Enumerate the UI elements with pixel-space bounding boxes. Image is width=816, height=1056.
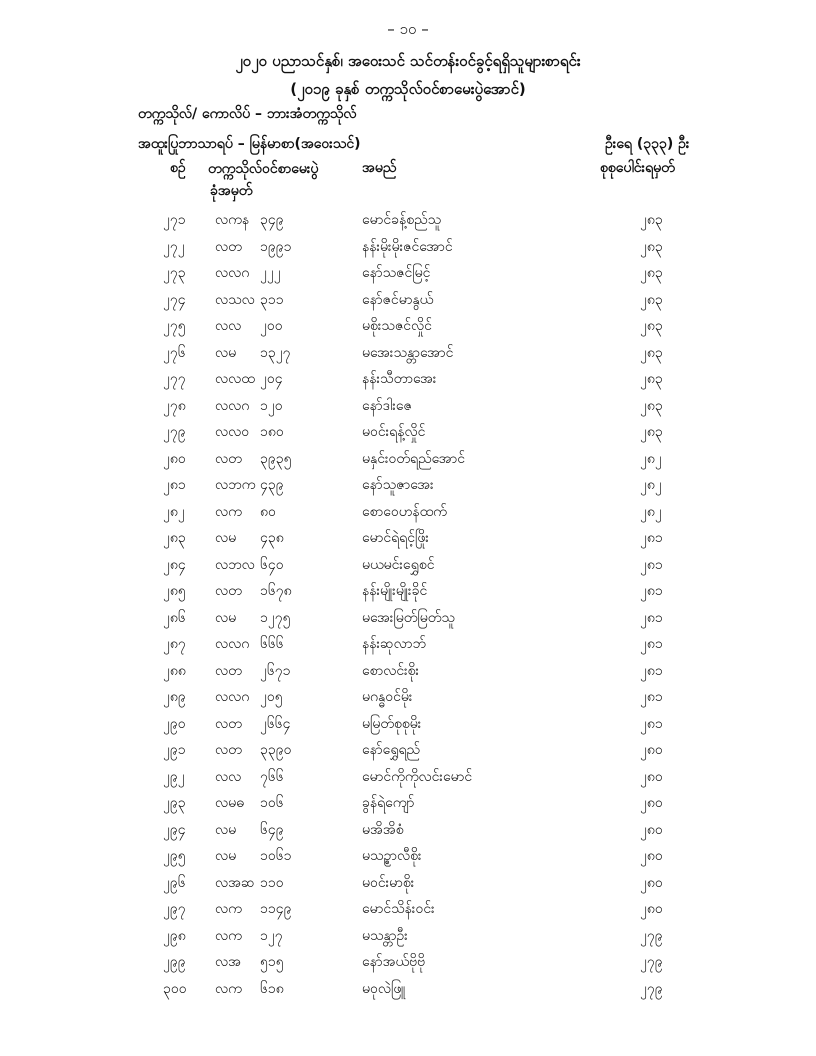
roll-number-cell: ၆၆၆ — [260, 636, 284, 652]
roll-number-cell: ၂၀၅ — [260, 689, 283, 705]
roll-prefix-cell: လအ — [215, 954, 241, 970]
serial-cell: ၂၉၇ — [163, 901, 186, 917]
serial-cell: ၂၉၅ — [163, 848, 186, 864]
roll-prefix-cell: လလ — [215, 318, 242, 334]
roll-prefix-cell: လမ — [215, 530, 237, 546]
document-title: ၂၀၂၀ ပညာသင်နှစ်၊ အဝေးသင် သင်တန်းဝင်ခွင့်ရရှိသူများစာရင်း — [235, 52, 581, 70]
marks-cell: ၂၈၃ — [640, 371, 663, 387]
header-serial: စဉ် — [170, 160, 186, 176]
marks-cell: ၂၈၃ — [640, 291, 663, 308]
roll-number-cell: ၇၆၆ — [260, 768, 284, 785]
table-row — [0, 870, 816, 897]
name-cell: မအေးသန္တာအောင် — [362, 344, 454, 361]
table-row — [0, 790, 816, 817]
roll-number-cell: ၁၂၇ — [260, 927, 283, 944]
name-cell: မဂန္ဓဝင်မိုး — [362, 689, 413, 705]
roll-number-cell: ၈၀ — [260, 503, 276, 520]
roll-number-cell: ၃၁၁ — [260, 291, 284, 308]
roll-prefix-cell: လလဂ — [215, 397, 250, 414]
serial-cell: ၃၀၀ — [163, 980, 187, 997]
roll-number-cell: ၅၁၅ — [260, 954, 284, 970]
results-table — [0, 207, 816, 1002]
table-row — [0, 764, 816, 791]
serial-cell: ၂၉၆ — [163, 874, 186, 891]
name-cell: မမြတ်စုစုမိုး — [362, 715, 422, 732]
name-cell: မဝုလဲဖြူ — [362, 980, 406, 997]
roll-prefix-cell: လတ — [215, 662, 242, 679]
roll-number-cell: ၂၆၆၄ — [260, 715, 291, 732]
serial-cell: ၂၈၃ — [163, 530, 186, 546]
table-row — [0, 578, 816, 605]
roll-number-cell: ၆၄၉ — [260, 821, 284, 838]
marks-cell: ၂၈၁ — [640, 556, 663, 573]
serial-cell: ၂၈၉ — [163, 689, 186, 705]
marks-cell: ၂၈၃ — [640, 397, 663, 414]
roll-number-cell: ၁၀၆၁ — [260, 848, 292, 864]
table-row — [0, 446, 816, 473]
name-cell: မနှင်းဝတ်ရည်အောင် — [362, 450, 466, 467]
roll-prefix-cell: လက — [215, 901, 242, 917]
roll-number-cell: ၁၃၂၇ — [260, 344, 291, 361]
name-cell: မသန္တာဦး — [362, 927, 408, 944]
roll-prefix-cell: လက — [215, 927, 242, 944]
subject-line: အထူးပြုဘာသာရပ် – မြန်မာစာ(အဝေးသင်) — [138, 136, 361, 152]
roll-number-cell: ၁၆၇၈ — [260, 583, 292, 599]
marks-cell: ၂၈၁ — [640, 609, 663, 626]
serial-cell: ၂၇၃ — [163, 265, 186, 281]
roll-prefix-cell: လတ — [215, 238, 242, 255]
table-row — [0, 949, 816, 976]
roll-prefix-cell: လလဝ — [215, 424, 250, 440]
marks-cell: ၂၈၃ — [640, 212, 663, 228]
marks-cell: ၂၈၁ — [640, 636, 663, 652]
table-row — [0, 366, 816, 393]
table-row — [0, 896, 816, 923]
header-roll-line2: ခုံအမှတ် — [210, 183, 253, 199]
roll-number-cell: ၆၁၈ — [260, 980, 284, 997]
table-row — [0, 605, 816, 632]
table-row — [0, 843, 816, 870]
name-cell: မောင်ရဲရင့်ဖြိုး — [362, 530, 429, 546]
marks-cell: ၂၈၁ — [640, 583, 663, 599]
serial-cell: ၂၇၅ — [163, 318, 186, 334]
roll-number-cell: ၃၄၉ — [260, 212, 284, 228]
name-cell: မောင်ခန့်စည်သူ — [362, 212, 442, 228]
marks-cell: ၂၈၀ — [640, 901, 663, 917]
name-cell: နော်သူဇာအေး — [362, 477, 434, 493]
name-cell: နော်ဇင်မာနွယ် — [362, 291, 434, 308]
roll-prefix-cell: လလဂ — [215, 265, 250, 281]
roll-number-cell: ၁၉၉၁ — [260, 238, 292, 255]
table-row — [0, 631, 816, 658]
roll-number-cell: ၃၃၉၀ — [260, 742, 292, 758]
roll-number-cell: ၁၁၄၉ — [260, 901, 292, 917]
name-cell: မအေးမြတ်မြတ်သူ — [362, 609, 455, 626]
serial-cell: ၂၇၇ — [163, 371, 186, 387]
roll-prefix-cell: လမ — [215, 609, 237, 626]
marks-cell: ၂၈၂ — [640, 503, 662, 520]
table-row — [0, 393, 816, 420]
roll-prefix-cell: လလ — [215, 768, 242, 785]
table-row — [0, 313, 816, 340]
marks-cell: ၂၈၀ — [640, 848, 663, 864]
roll-prefix-cell: လတ — [215, 742, 242, 758]
marks-cell: ၂၈၀ — [640, 795, 663, 811]
marks-cell: ၂၇၉ — [640, 927, 663, 944]
roll-prefix-cell: လလထ — [215, 371, 255, 387]
marks-cell: ၂၇၉ — [640, 980, 663, 997]
roll-number-cell: ၂၂၂ — [260, 265, 281, 281]
roll-prefix-cell: လက — [215, 503, 242, 520]
serial-cell: ၂၉၈ — [163, 927, 186, 944]
header-name: အမည် — [362, 160, 397, 176]
name-cell: မောင်ကိုကိုလင်းမောင် — [362, 768, 473, 785]
name-cell: မဝင်းမာစိုး — [362, 874, 415, 891]
marks-cell: ၂၈၂ — [640, 450, 662, 467]
header-roll-number — [208, 158, 348, 202]
serial-cell: ၂၉၀ — [163, 715, 186, 732]
roll-prefix-cell: လမ — [215, 821, 237, 838]
roll-number-cell: ၂၀၀ — [260, 318, 283, 334]
name-cell: နော်အယ်ဗိုဗို — [362, 954, 426, 970]
header-marks: စုစုပေါင်းရမှတ် — [600, 160, 675, 176]
name-cell: မစိုးသဇင်လှိုင် — [362, 318, 432, 334]
serial-cell: ၂၈၁ — [163, 477, 186, 493]
name-cell: နော်ဒါးဇေ — [362, 397, 412, 414]
roll-prefix-cell: လတ — [215, 583, 242, 599]
serial-cell: ၂၇၆ — [163, 344, 186, 361]
marks-cell: ၂၈၃ — [640, 344, 663, 361]
roll-prefix-cell: လအဆ — [215, 874, 255, 891]
name-cell: နန်းမျိုးမျိုးခိုင် — [362, 583, 428, 599]
name-cell: မယမင်းရွှေစင် — [362, 556, 435, 573]
table-row — [0, 923, 816, 950]
table-row — [0, 472, 816, 499]
roll-prefix-cell: လလဂ — [215, 636, 250, 652]
roll-number-cell: ၄၃၉ — [260, 477, 284, 493]
name-cell: မောင်သိန်းဝင်း — [362, 901, 435, 917]
roll-number-cell: ၁၂၇၅ — [260, 609, 291, 626]
roll-number-cell: ၁၂၀ — [260, 397, 283, 414]
roll-prefix-cell: လကန — [215, 212, 250, 228]
roll-prefix-cell: လတ — [215, 715, 242, 732]
serial-cell: ၂၉၄ — [163, 821, 186, 838]
roll-number-cell: ၃၉၃၅ — [260, 450, 292, 467]
roll-prefix-cell: လလဂ — [215, 689, 250, 705]
table-row — [0, 260, 816, 287]
table-row — [0, 419, 816, 446]
name-cell: မသဥ္စာလီစိုး — [362, 848, 422, 864]
serial-cell: ၂၇၁ — [163, 212, 186, 228]
roll-number-cell: ၁၈၀ — [260, 424, 284, 440]
roll-prefix-cell: လမ — [215, 344, 237, 361]
roll-prefix-cell: လဘက — [215, 477, 256, 493]
name-cell: နန်းဆုလာဘ် — [362, 636, 426, 652]
table-row — [0, 817, 816, 844]
serial-cell: ၂၇၈ — [163, 397, 186, 414]
serial-cell: ၂၉၉ — [163, 954, 186, 970]
serial-cell: ၂၈၇ — [163, 636, 186, 652]
serial-cell: ၂၈၅ — [163, 583, 186, 599]
marks-cell: ၂၈၂ — [640, 477, 662, 493]
roll-number-cell: ၁၀၆ — [260, 795, 284, 811]
marks-cell: ၂၈၃ — [640, 424, 663, 440]
table-row — [0, 340, 816, 367]
name-cell: နော်သဇင်မြင့် — [362, 265, 431, 281]
roll-prefix-cell: လက — [215, 980, 242, 997]
roll-number-cell: ၄၃၈ — [260, 530, 284, 546]
serial-cell: ၂၈၆ — [163, 609, 186, 626]
name-cell: နန်းမိုးမိုးဇင်အောင် — [362, 238, 453, 255]
table-row — [0, 737, 816, 764]
marks-cell: ၂၈၁ — [640, 689, 663, 705]
marks-cell: ၂၈၀ — [640, 821, 663, 838]
serial-cell: ၂၉၂ — [163, 768, 185, 785]
roll-number-cell: ၂၆၇၁ — [260, 662, 291, 679]
serial-cell: ၂၈၈ — [163, 662, 186, 679]
table-row — [0, 658, 816, 685]
table-row — [0, 234, 816, 261]
roll-number-cell: ၆၄၀ — [260, 556, 284, 573]
table-row — [0, 207, 816, 234]
name-cell: နန်းသီတာအေး — [362, 371, 437, 387]
marks-cell: ၂၈၀ — [640, 742, 663, 758]
table-row — [0, 976, 816, 1003]
name-cell: မဝင်းရန့်လှိုင် — [362, 424, 426, 440]
marks-cell: ၂၈၁ — [640, 662, 663, 679]
table-row — [0, 684, 816, 711]
table-row — [0, 525, 816, 552]
serial-cell: ၂၇၄ — [163, 291, 186, 308]
marks-cell: ၂၈၃ — [640, 265, 663, 281]
roll-prefix-cell: လတ — [215, 450, 242, 467]
marks-cell: ၂၈၁ — [640, 530, 663, 546]
roll-prefix-cell: လသလ — [215, 291, 255, 308]
name-cell: စောလင်းစိုး — [362, 662, 420, 679]
serial-cell: ၂၈၄ — [163, 556, 186, 573]
table-row — [0, 499, 816, 526]
roll-prefix-cell: လမဓ — [215, 795, 244, 811]
name-cell: မအိအိစံ — [362, 821, 404, 838]
table-row — [0, 711, 816, 738]
marks-cell: ၂၇၉ — [640, 954, 663, 970]
roll-number-cell: ၂၀၄ — [260, 371, 283, 387]
marks-cell: ၂၈၃ — [640, 318, 663, 334]
document-subtitle: (၂၀၁၉ ခုနှစ် တက္ကသိုလ်ဝင်စာမေးပွဲအောင်) — [290, 80, 526, 98]
total-count: ဦးရေ (၃၃၃) ဦး — [605, 136, 690, 152]
roll-number-cell: ၁၁၀ — [260, 874, 284, 891]
marks-cell: ၂၈၁ — [640, 715, 663, 732]
serial-cell: ၂၇၉ — [163, 424, 186, 440]
marks-cell: ၂၈၀ — [640, 768, 663, 785]
name-cell: နော်ရွှေရည် — [362, 742, 421, 758]
marks-cell: ၂၈၃ — [640, 238, 663, 255]
serial-cell: ၂၈၀ — [163, 450, 186, 467]
serial-cell: ၂၈၂ — [163, 503, 185, 520]
roll-prefix-cell: လဘလ — [215, 556, 255, 573]
marks-cell: ၂၈၀ — [640, 874, 663, 891]
header-roll-line1: တက္ကသိုလ်ဝင်စာမေးပွဲ — [208, 161, 319, 177]
name-cell: စောဝေဟန်ထက် — [362, 503, 447, 520]
serial-cell: ၂၉၁ — [163, 742, 186, 758]
roll-prefix-cell: လမ — [215, 848, 237, 864]
table-row — [0, 552, 816, 579]
serial-cell: ၂၇၂ — [163, 238, 185, 255]
name-cell: ခွန်ရဲကျော် — [362, 795, 415, 811]
serial-cell: ၂၉၃ — [163, 795, 186, 811]
page-number: – ၁၀ – — [387, 20, 429, 38]
table-row — [0, 287, 816, 314]
university-line: တက္ကသိုလ်/ ကောလိပ် – ဘားအံတက္ကသိုလ် — [138, 106, 357, 122]
